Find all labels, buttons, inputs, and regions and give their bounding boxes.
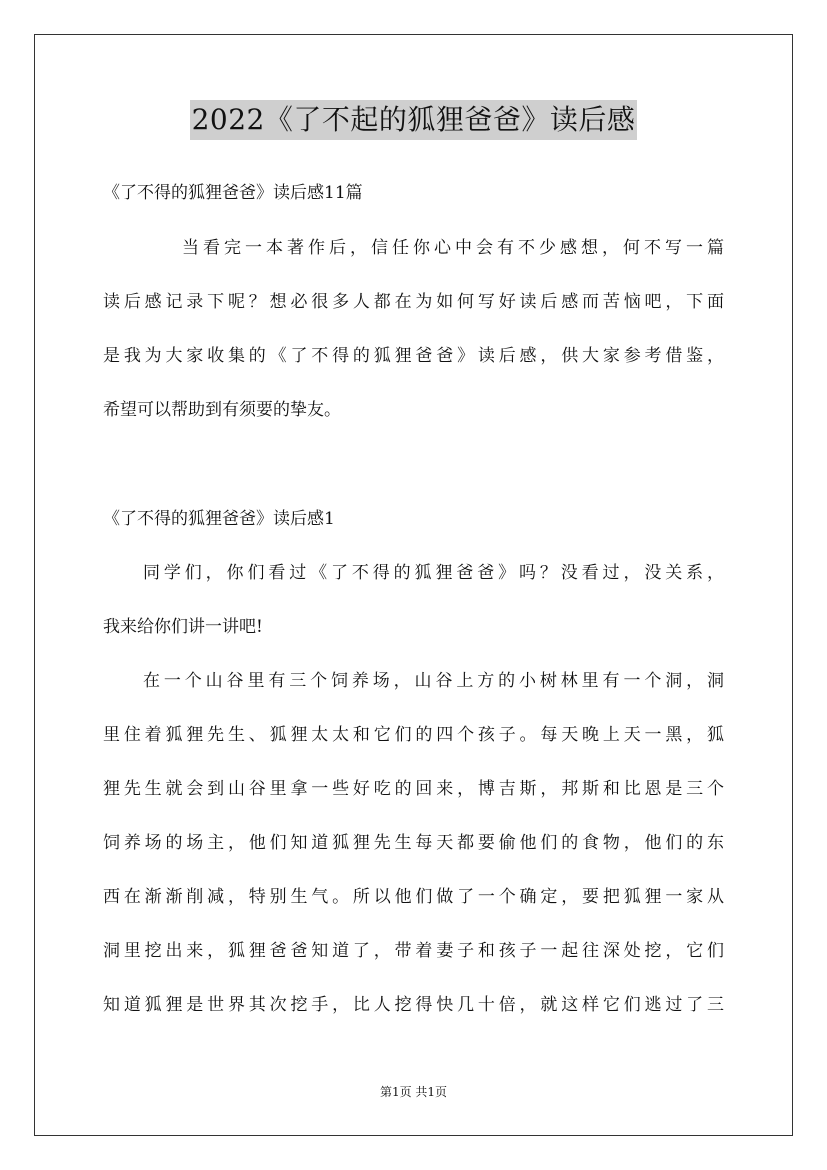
body-line-8: 洞里挖出来，狐狸爸爸知道了，带着妻子和孩子一起往深处挖，它们 — [103, 941, 724, 961]
body-line-9: 知道狐狸是世界其次挖手，比人挖得快几十倍，就这样它们逃过了三 — [103, 995, 724, 1015]
body-line-2: 我来给你们讲一讲吧! — [103, 617, 263, 637]
body-line-1: 同学们，你们看过《了不得的狐狸爸爸》吗？没看过，没关系， — [143, 563, 724, 583]
section-heading: 《了不得的狐狸爸爸》读后感1 — [103, 509, 335, 529]
intro-line-1: 当看完一本著作后，信任你心中会有不少感想，何不写一篇 — [182, 238, 724, 258]
title-container — [0, 100, 827, 140]
intro-line-4: 希望可以帮助到有须要的挚友。 — [103, 400, 341, 420]
document-title: 2022《了不起的狐狸爸爸》读后感 — [190, 100, 638, 140]
intro-line-3: 是我为大家收集的《了不得的狐狸爸爸》读后感，供大家参考借鉴， — [103, 346, 724, 366]
body-line-6: 饲养场的场主，他们知道狐狸先生每天都要偷他们的食物，他们的东 — [103, 833, 724, 853]
body-line-7: 西在渐渐削减，特别生气。所以他们做了一个确定，要把狐狸一家从 — [103, 887, 724, 907]
page-footer: 第1页 共1页 — [379, 1085, 448, 1099]
body-line-5: 狸先生就会到山谷里拿一些好吃的回来，博吉斯，邦斯和比恩是三个 — [103, 779, 724, 799]
intro-line-2: 读后感记录下呢？想必很多人都在为如何写好读后感而苦恼吧，下面 — [103, 292, 724, 312]
body-line-3: 在一个山谷里有三个饲养场，山谷上方的小树林里有一个洞，洞 — [143, 671, 724, 691]
document-subtitle: 《了不得的狐狸爸爸》读后感11篇 — [103, 183, 363, 203]
body-line-4: 里住着狐狸先生、狐狸太太和它们的四个孩子。每天晚上天一黑，狐 — [103, 725, 724, 745]
